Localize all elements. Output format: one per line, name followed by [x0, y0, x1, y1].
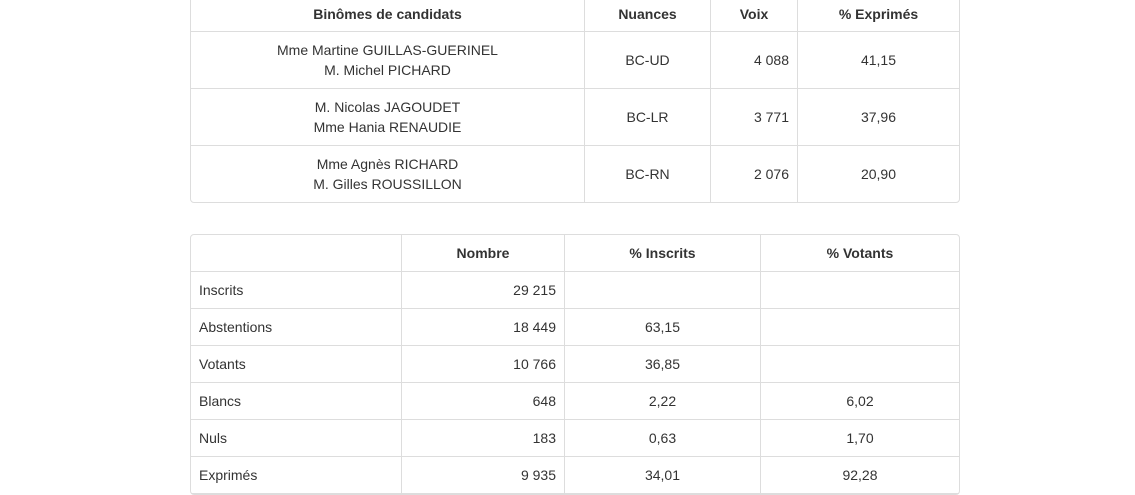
candidate-pair [191, 32, 585, 89]
table-row [191, 146, 959, 202]
pct-inscrits-cell: 34,01 [565, 457, 761, 494]
table-row [191, 383, 959, 420]
table-row [191, 32, 959, 89]
header-pct-votants: % Votants [761, 235, 959, 272]
voix-cell: 3 771 [711, 89, 798, 146]
pct-votants-cell [761, 272, 959, 309]
participation-stats-table [190, 234, 960, 495]
pct-exprimes-cell: 37,96 [798, 89, 959, 146]
pct-inscrits-cell: 2,22 [565, 383, 761, 420]
header-empty [191, 235, 402, 272]
row-label: Nuls [191, 420, 402, 457]
row-label: Inscrits [191, 272, 402, 309]
row-label: Abstentions [191, 309, 402, 346]
pct-exprimes-cell: 20,90 [860, 166, 897, 182]
table-row [191, 420, 959, 457]
row-label: Votants [191, 346, 402, 383]
candidate-name: M. Nicolas JAGOUDET [314, 99, 461, 115]
candidate-pair [191, 89, 585, 146]
candidate-name: Mme Martine GUILLAS-GUERINEL [277, 42, 498, 58]
candidate-name: Mme Hania RENAUDIE [313, 119, 462, 135]
nuance-cell: BC-UD [585, 32, 711, 89]
header-pct-inscrits: % Inscrits [565, 235, 761, 272]
table-row [191, 457, 959, 494]
nombre-cell: 29 215 [402, 272, 565, 309]
stats-header-row [191, 235, 959, 272]
voix-cell: 2 076 [711, 146, 798, 202]
nombre-cell: 648 [402, 383, 565, 420]
nombre-cell: 10 766 [402, 346, 565, 383]
nombre-cell: 18 449 [402, 309, 565, 346]
header-candidates: Binômes de candidats [191, 0, 585, 32]
nuance-cell: BC-LR [585, 89, 711, 146]
pct-inscrits-cell [565, 272, 761, 309]
pct-inscrits-cell: 63,15 [565, 309, 761, 346]
results-header-row [191, 0, 959, 32]
candidate-name: Mme Agnès RICHARD [316, 156, 459, 172]
pct-votants-cell: 6,02 [761, 383, 959, 420]
candidate-name: M. Gilles ROUSSILLON [313, 176, 462, 192]
row-label: Exprimés [191, 457, 402, 494]
nombre-cell: 183 [402, 420, 565, 457]
pct-votants-cell: 1,70 [761, 420, 959, 457]
pct-exprimes-cell: 41,15 [798, 32, 959, 89]
header-nombre: Nombre [402, 235, 565, 272]
table-row [191, 89, 959, 146]
nuance-cell: BC-RN [585, 146, 711, 202]
row-label: Blancs [191, 383, 402, 420]
candidate-name: M. Michel PICHARD [324, 62, 451, 78]
table-row [191, 346, 959, 383]
candidates-results-table [190, 0, 960, 203]
pct-votants-cell: 92,28 [761, 457, 959, 494]
pct-inscrits-cell: 0,63 [565, 420, 761, 457]
pct-votants-cell [761, 309, 959, 346]
nombre-cell: 9 935 [402, 457, 565, 494]
table-row [191, 272, 959, 309]
voix-cell: 4 088 [711, 32, 798, 89]
pct-inscrits-cell: 36,85 [565, 346, 761, 383]
table-row [191, 309, 959, 346]
header-voix: Voix [711, 0, 798, 32]
header-pct-exprimes: % Exprimés [798, 0, 959, 32]
pct-votants-cell [761, 346, 959, 383]
candidate-pair [191, 146, 585, 202]
header-nuances: Nuances [585, 0, 711, 32]
